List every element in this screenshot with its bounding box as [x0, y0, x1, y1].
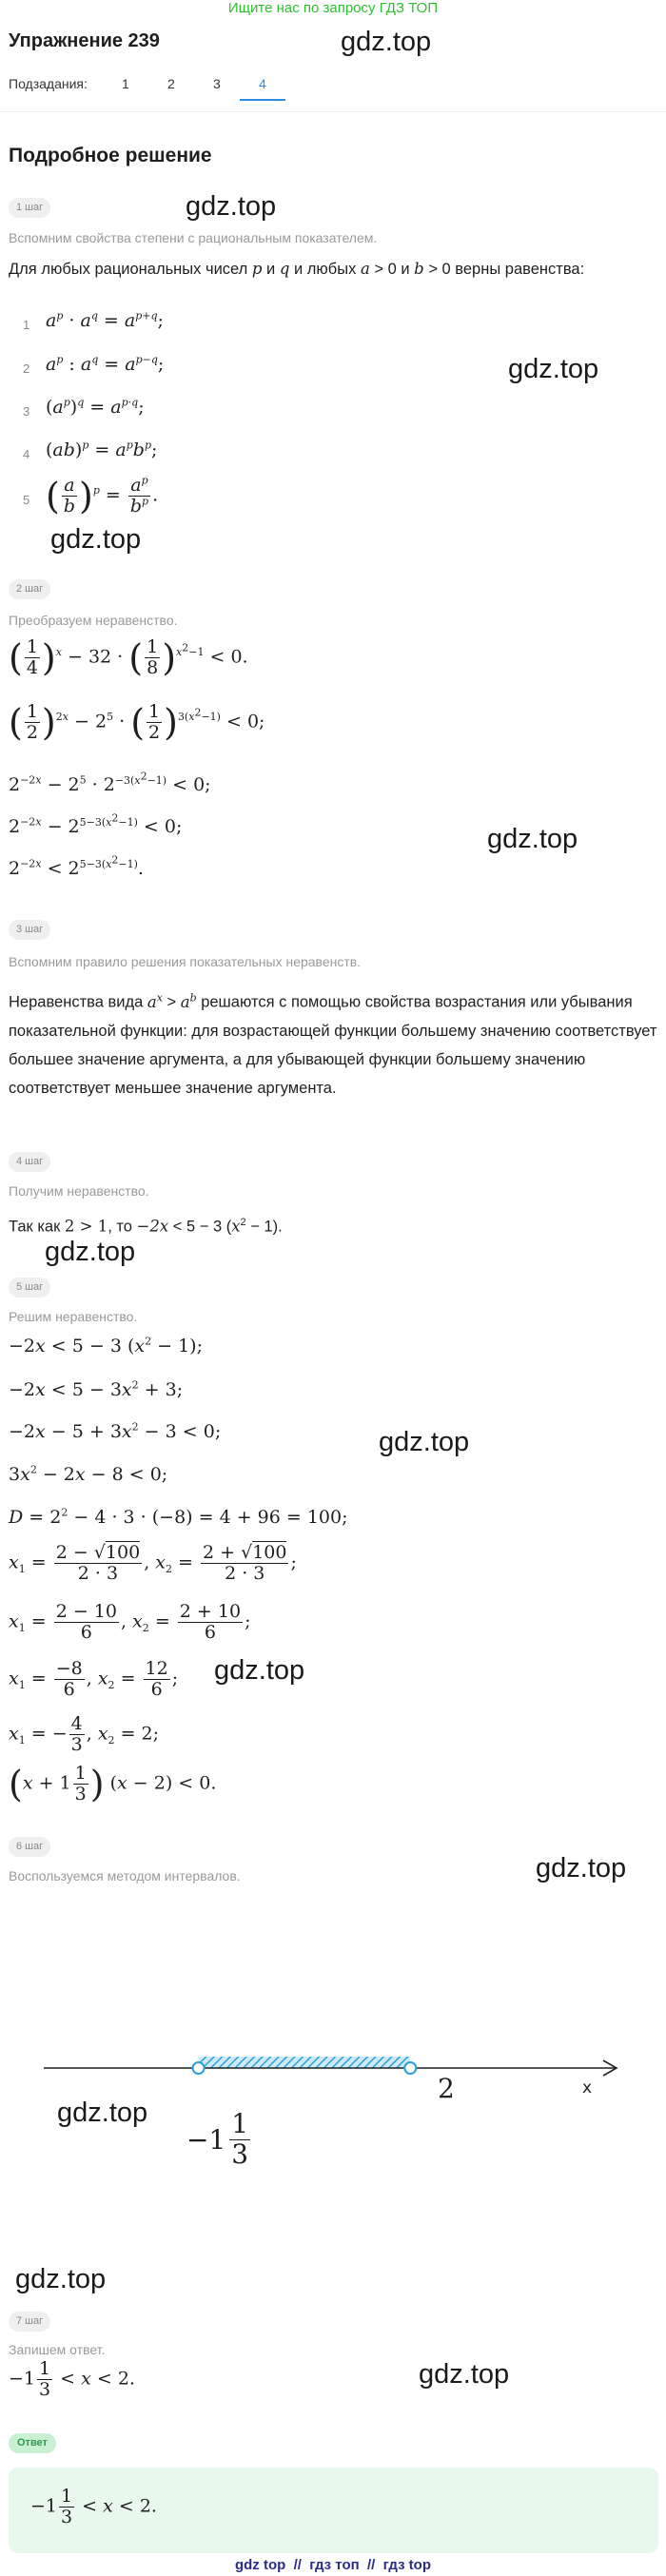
watermark: gdz.top: [57, 2098, 148, 2128]
watermark: gdz.top: [536, 1853, 627, 1883]
property-2: $a^p$ : $a^q = a^{p-q}$;: [46, 353, 165, 375]
watermark: gdz.top: [487, 824, 578, 854]
step-3-text: Неравенства вида $a^x > a^b$ решаются с помощью свойства возрастания или убывания показательной функции: для возрастающей функции большему значению соответствует большее значение аргумента, а для убывающей функции большему значению соответствует меньшее значение аргумента.: [9, 991, 657, 1097]
answer-value: −1 $\frac{1}{3}$ < x < 2.: [30, 2486, 157, 2527]
step-7-hint: Запишем ответ.: [9, 2342, 106, 2357]
step-5-line-4: $3x^2 - 2x - 8 < 0$;: [9, 1463, 168, 1485]
step-5-line-2: $-2x < 5 - 3x^2 + 3$;: [9, 1378, 184, 1400]
step-2-line-2: ( $\frac{1}{2}$ )$^{2x} - 2^5$ · ( $\frac{1}{2}$ )$^{3(x^2-1)}$ < 0;: [9, 701, 265, 744]
property-number: 1: [23, 318, 30, 332]
answer-badge: Ответ: [9, 2433, 56, 2453]
tab-subtask-2[interactable]: 2: [167, 76, 175, 91]
step-5-badge: 5 шаг: [9, 1278, 50, 1298]
property-number: 2: [23, 361, 30, 376]
axis-label: x: [582, 2078, 593, 2098]
open-point-right: [404, 2062, 416, 2074]
top-banner[interactable]: Ищите нас по запросу ГДЗ ТОП: [227, 0, 439, 16]
property-4: $(ab)^p = a^pb^p$;: [46, 439, 158, 460]
step-2-hint: Преобразуем неравенство.: [9, 613, 178, 628]
step-5-line-10: (x + 1 $\frac{1}{3}$ ) (x − 2) < 0.: [9, 1763, 217, 1805]
watermark: gdz.top: [45, 1237, 136, 1267]
step-2-badge: 2 шаг: [9, 579, 50, 599]
step-7-result: −1 $\frac{1}{3}$ < x < 2.: [9, 2358, 135, 2400]
tabs-divider: [0, 111, 666, 112]
header-site-mark: gdz.top: [341, 27, 432, 57]
watermark: gdz.top: [50, 524, 142, 555]
property-5: ( $\frac{a}{b}$ )$^p$ = $\frac{a^p}{b^p}$ .: [46, 474, 159, 517]
right-bound-label: 2: [438, 2073, 455, 2104]
tab-subtask-3[interactable]: 3: [213, 76, 221, 91]
subtask-tabs: [9, 76, 285, 91]
property-number: 5: [23, 493, 30, 507]
step-5-line-5: $D = 2^2 - 4 \cdot 3 \cdot (-8) = 4 + 96 = 100$;: [9, 1506, 348, 1528]
step-2-line-4: $2^{-2x} - 2^{5-3(x^2-1)} < 0$;: [9, 811, 183, 837]
tab-subtask-4[interactable]: 4: [240, 76, 285, 91]
step-2-line-5: $2^{-2x} < 2^{5-3(x^2-1)}$.: [9, 853, 144, 879]
watermark: gdz.top: [379, 1427, 470, 1457]
step-4-badge: 4 шаг: [9, 1152, 50, 1172]
watermark: gdz.top: [214, 1655, 305, 1686]
step-2-line-3: $2^{-2x} - 2^5 \cdot 2^{-3(x^2-1)} < 0$;: [9, 770, 211, 795]
step-1-intro: Для любых рациональных чисел p и q и любых a > 0 и b > 0 верны равенства:: [9, 260, 585, 278]
watermark: gdz.top: [15, 2264, 107, 2294]
property-number: 3: [23, 404, 30, 419]
property-1: $a^p \cdot a^q = a^{p+q}$;: [46, 309, 164, 331]
tab-subtask-1[interactable]: 1: [122, 76, 129, 91]
step-5-line-8: $x_1$ = $\frac{-8}{6}$ , $x_2$ = $\frac{12}{6}$ ;: [9, 1658, 179, 1700]
footer-links[interactable]: gdz top // гдз топ // гдз top: [234, 2557, 432, 2573]
left-bound-num: 1: [231, 2108, 249, 2139]
step-6-badge: 6 шаг: [9, 1837, 50, 1857]
section-title: Подробное решение: [9, 145, 212, 166]
step-5-line-1: −2x < 5 − 3 $(x^2 - 1)$;: [9, 1335, 203, 1356]
subtask-label: Подзадания:: [9, 76, 88, 91]
property-number: 4: [23, 447, 30, 461]
step-2-line-1: ( $\frac{1}{4}$ )$^x$ − 32 · ( $\frac{1}{8}$ )$^{x^2-1}$ < 0.: [9, 636, 248, 679]
solution-interval-hatch: [199, 2057, 411, 2068]
step-1-hint: Вспомним свойства степени с рациональным показателем.: [9, 230, 378, 245]
page-title: Упражнение 239: [9, 30, 160, 51]
step-5-line-7: $x_1$ = $\frac{2 - 10}{6}$ , $x_2$ = $\frac{2 + 10}{6}$ ;: [9, 1601, 251, 1643]
step-6-hint: Воспользуемся методом интервалов.: [9, 1868, 241, 1883]
step-4-text: Так как 2 > 1, то −2x < 5 − 3 $(x^2 - 1)$.: [9, 1217, 283, 1236]
step-5-hint: Решим неравенство.: [9, 1309, 138, 1324]
step-5-line-3: $-2x - 5 + 3x^2 - 3 < 0$;: [9, 1420, 222, 1442]
property-3: $(a^p)^q = a^{p\cdot q}$;: [46, 396, 145, 418]
open-point-left: [193, 2062, 205, 2074]
step-3-badge: 3 шаг: [9, 920, 50, 940]
left-bound-label: [186, 2110, 252, 2170]
step-5-line-9: $x_1$ = − $\frac{4}{3}$ , $x_2 = 2$;: [9, 1713, 160, 1755]
watermark: gdz.top: [419, 2359, 510, 2390]
step-5-line-6: $x_1$ = $\frac{2 - √100}{2 \cdot 3}$ , $x_2$ = $\frac{2 + √100}{2 \cdot 3}$ ;: [9, 1542, 297, 1584]
left-bound-den: 3: [231, 2137, 249, 2170]
step-4-hint: Получим неравенство.: [9, 1183, 149, 1199]
step-7-badge: 7 шаг: [9, 2312, 50, 2332]
watermark: gdz.top: [508, 354, 599, 384]
left-bound-whole: −1: [186, 2123, 226, 2156]
step-1-badge: 1 шаг: [9, 198, 50, 218]
step-3-hint: Вспомним правило решения показательных неравенств.: [9, 954, 362, 969]
watermark: gdz.top: [186, 191, 277, 222]
